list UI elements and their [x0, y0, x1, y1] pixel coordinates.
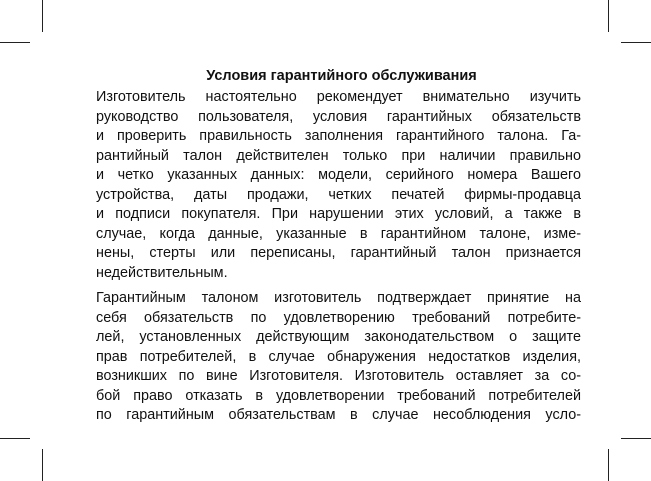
paragraph-line: Изготовитель настоятельно рекомендует внимательно изучить	[96, 89, 581, 105]
paragraph-line: по гарантийным обязательствам в случае несоблюдения усло-	[96, 407, 581, 423]
document-body	[96, 67, 581, 432]
paragraph-line: возникших по вине Изготовителя. Изготовитель оставляет за со-	[96, 368, 581, 384]
paragraph-line: недействительным.	[96, 264, 228, 281]
paragraph-line: себя обязательств по удовлетворению требований потребите-	[96, 309, 581, 326]
paragraph-line: руководство пользователя, условия гарантийных обязательств	[96, 108, 581, 125]
crop-mark-bottom-right-horizontal	[621, 438, 651, 439]
paragraph-line: случае, когда данные, указанные в гарантийном талоне, изме-	[96, 225, 581, 242]
paragraph-line: и проверить правильность заполнения гарантийного талона. Га-	[96, 128, 581, 144]
paragraph-line: прав потребителей, в случае обнаружения недостатков изделия,	[96, 348, 581, 365]
crop-mark-bottom-left-vertical	[42, 449, 43, 481]
paragraph-line: рантийный талон действителен только при наличии правильно	[96, 147, 581, 164]
document-title: Условия гарантийного обслуживания	[206, 68, 477, 84]
crop-mark-top-right-horizontal	[621, 42, 651, 43]
paragraph-line: нены, стерты или переписаны, гарантийный талон признается	[96, 245, 581, 261]
paragraph-2	[96, 289, 581, 426]
paragraph-line: бой право отказать в удовлетворении требований потребителей	[96, 387, 581, 404]
crop-mark-bottom-right-vertical	[608, 449, 609, 481]
crop-mark-top-left-vertical	[42, 0, 43, 32]
paragraph-line: и четко указанных данных: модели, серийного номера Вашего	[96, 167, 581, 183]
paragraph-line: и подписи покупателя. При нарушении этих условий, а также в	[96, 206, 581, 222]
paragraph-1	[96, 88, 581, 283]
crop-mark-bottom-left-horizontal	[0, 438, 30, 439]
paragraph-line: лей, установленных действующим законодательством о защите	[96, 329, 581, 345]
crop-mark-top-right-vertical	[608, 0, 609, 32]
crop-mark-top-left-horizontal	[0, 42, 30, 43]
paragraph-line: устройства, даты продажи, четких печатей фирмы-продавца	[96, 186, 581, 203]
paragraph-line: Гарантийным талоном изготовитель подтверждает принятие на	[96, 290, 581, 306]
